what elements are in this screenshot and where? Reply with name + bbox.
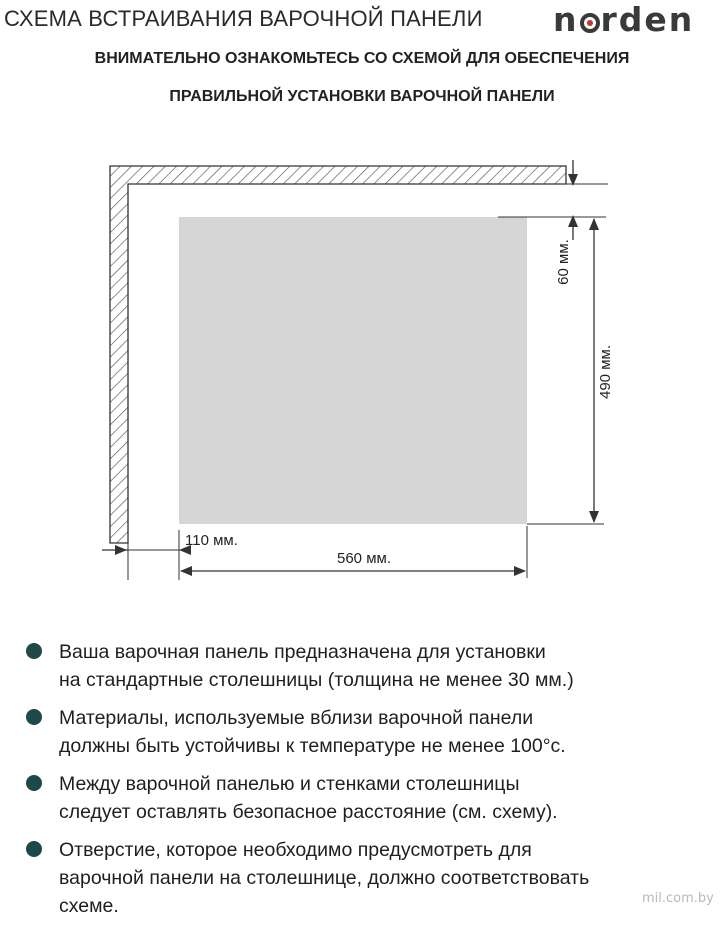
list-item-line: Ваша варочная панель предназначена для установки: [59, 641, 546, 663]
list-item: [24, 770, 714, 826]
brand-logo: [553, 0, 694, 40]
list-item: [24, 836, 714, 920]
dim-560-label: 560 мм.: [337, 550, 391, 567]
list-item-line: следует оставлять безопасное расстояние (см. схему).: [59, 801, 558, 823]
list-item: [24, 704, 714, 760]
watermark: mil.com.by: [642, 891, 714, 906]
list-item-line: Материалы, используемые вблизи варочной панели: [59, 707, 534, 729]
subtitle-line-1: ВНИМАТЕЛЬНО ОЗНАКОМЬТЕСЬ СО СХЕМОЙ ДЛЯ ОБЕСПЕЧЕНИЯ: [94, 50, 630, 67]
bullet-dot-icon: [26, 841, 42, 857]
bullet-dot-icon: [26, 709, 42, 725]
dim-110-label: 110 мм.: [185, 532, 238, 549]
list-item-line: должны быть устойчивы к температуре не менее 100°с.: [59, 735, 566, 757]
subtitle-line-2: ПРАВИЛЬНОЙ УСТАНОВКИ ВАРОЧНОЙ ПАНЕЛИ: [169, 88, 555, 105]
instructions-list: [24, 638, 714, 930]
list-item: [24, 638, 714, 694]
list-item-line: Отверстие, которое необходимо предусмотреть для: [59, 839, 532, 861]
list-item-line: Между варочной панелью и стенками столешницы: [59, 773, 520, 795]
list-item-line: на стандартные столешницы (толщина не менее 30 мм.): [59, 669, 574, 691]
list-item-line: схеме.: [59, 895, 119, 917]
list-item-line: варочной панели на столешнице, должно соответствовать: [59, 867, 590, 889]
dim-60-label: 60 мм.: [555, 239, 572, 285]
logo-text-prefix: n: [553, 0, 579, 39]
bullet-dot-icon: [26, 643, 42, 659]
logo-ring-icon: [580, 13, 600, 33]
page-title: СХЕМА ВСТРАИВАНИЯ ВАРОЧНОЙ ПАНЕЛИ: [4, 6, 483, 31]
bullet-dot-icon: [26, 775, 42, 791]
logo-text-suffix: rden: [600, 0, 695, 39]
dim-490-label: 490 мм.: [597, 345, 614, 399]
hob-panel: [179, 217, 527, 524]
installation-diagram: [0, 150, 724, 590]
